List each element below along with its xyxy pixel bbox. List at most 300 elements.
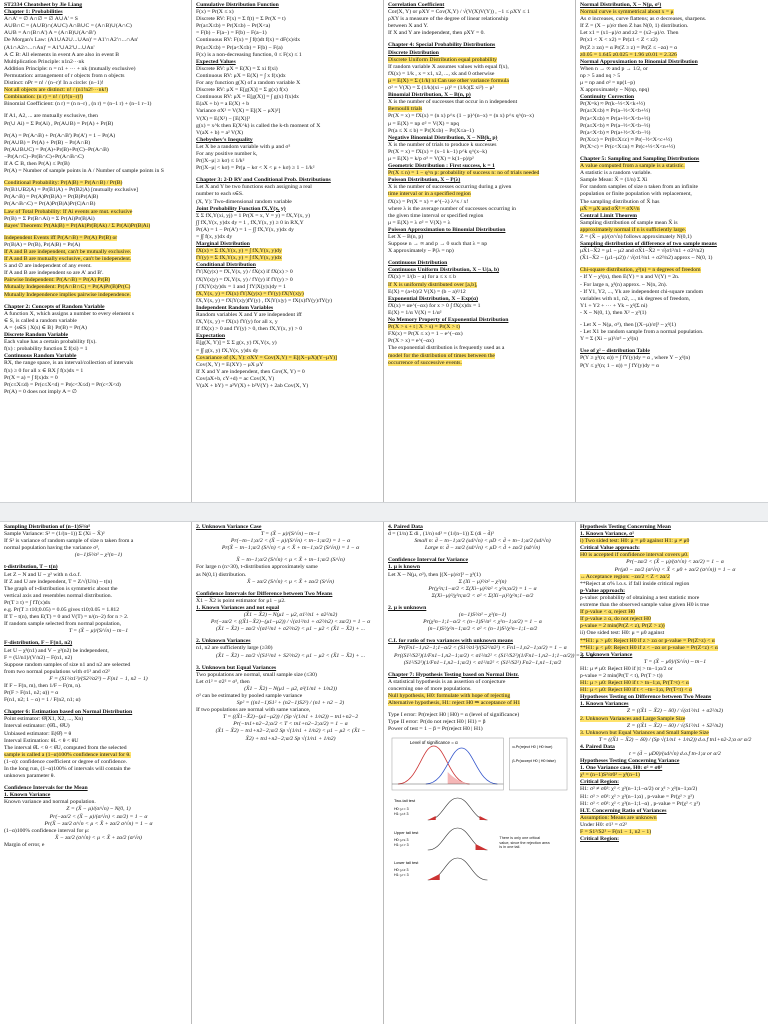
line-text: Expected Values — [196, 58, 236, 65]
line-text: ST2334 Cheatsheet by Jie Liang — [4, 2, 83, 8]
h-label-2: H0: μ ≤ 3 — [393, 838, 409, 843]
line-text: Binomial Coefficient: (n r) = (n n−r) , (n r) = (n−1 r) + (n−1 r−1) — [4, 101, 152, 108]
line-text: Pr(A) = Number of sample points in A / Number of sample points in S — [4, 168, 164, 175]
text-line — [4, 738, 187, 745]
line-text: 3. Unknown but Equal Variances — [196, 664, 277, 671]
line-text: If S² is variance of random sample of size n taken from a — [4, 538, 134, 545]
text-line — [4, 828, 187, 835]
line-text: concerning one of more populations. — [388, 685, 472, 692]
formula-line — [580, 708, 764, 715]
highlighted-text: Discrete Uniform Distribution equal probability — [388, 56, 497, 63]
text-line — [4, 669, 187, 676]
text-line — [388, 213, 571, 220]
section-heading — [196, 665, 379, 672]
line-text: Binomial Distribution, X ~ B(n, p) — [388, 92, 471, 99]
lower-tail-label: Lower tail test — [393, 860, 419, 866]
line-text: Pr(−tn1+n2−2;α/2 < T < tn1+n2−2;α/2) = 1 − α — [233, 721, 348, 728]
highlighted-text: H1: μ < μ0: Reject H0 if t < −tn−1;α, Pr(T<t) < α — [580, 687, 693, 694]
text-line — [4, 745, 187, 752]
formula-line — [4, 835, 187, 842]
line-text: 1. Known Variances — [580, 701, 629, 708]
line-text: fX,Y(x, y) = fX|Y(x|y)fY(y) , fX|Y(x|y) = fX(x)fY(y)/fY(y) — [196, 297, 333, 304]
text-line — [196, 376, 379, 383]
highlighted-text: i) Two sided test: H0: μ = μ0 against H1: μ ≠ μ0 — [580, 538, 690, 545]
line-text: Pr(A∪B) = Pr(A) + Pr(B) − Pr(A∩B) — [4, 139, 91, 146]
line-text: Pr(A∩B) = Pr(A)Pr(B|A) = Pr(B)Pr(A|B) — [4, 194, 99, 201]
line-text: A = {s∈S | X(s) ∈ B} Pr(B) = Pr(A) — [4, 324, 87, 331]
formula-line — [196, 686, 379, 693]
line-text: Addition Principle: n = n1 + ··· + nk (mutually exclusive) — [4, 65, 136, 72]
h-label-4: H0: μ ≥ 3 — [393, 868, 409, 873]
line-text: For any function g(X) of a random variable X — [196, 80, 301, 87]
page-1-column-4 — [576, 0, 768, 502]
formula-line — [4, 676, 187, 683]
text-line — [196, 123, 379, 130]
line-text: Chapter 2: Concepts of Random Variable — [4, 303, 105, 310]
line-text: Confidence Intervals for the Mean — [4, 785, 88, 792]
text-line — [388, 220, 571, 227]
line-text: Pr(T ≥ t) = ∫ fT(x)dx — [4, 599, 51, 606]
line-text: If Z and U are independent, T = Z/√(U/n) ~ t(n) — [4, 578, 113, 585]
line-text: Joint Probability Function fX,Y(x, y) — [196, 205, 286, 212]
text-line — [4, 752, 187, 759]
line-text: If A ⊂ B, then Pr(A) ≤ Pr(B) — [4, 160, 70, 167]
line-text: μ = E(X) = np σ² = V(X) = npq — [388, 120, 460, 127]
highlighted-text: A value computed from a sample is a statistic. — [580, 163, 685, 170]
highlighted-text: fX,Y(x, y) = fX(x) fY|X(y|x) = fY(y) fX|Y(x|y) — [196, 290, 304, 297]
line-text: μ = np and σ² = np(1−p) — [580, 80, 636, 87]
line-text: σ² = V(X) = Σ (1/k)(xi − μ)² = (1/k)(Σ xi²) − μ² — [388, 85, 495, 92]
line-text: Suppose random samples of size n1 and n2 are selected — [4, 661, 131, 668]
line-text: H.T. Concerning Ratio of Variances — [580, 807, 667, 814]
line-text: Large n: d̄ − zα/2 (sd/√n) < μD < d̄ + zα/2 (sd/√n) — [424, 545, 541, 552]
line-text: Discrete RV: F(x) = Σ f(t) = Σ Pr(X = t) — [196, 16, 286, 23]
line-text: the given time interval or specified region — [388, 212, 484, 219]
line-text: Pr(a<X≤b) ≈ Pr(a+½<X<b+½) — [580, 115, 651, 122]
text-line — [388, 289, 571, 296]
section-heading — [388, 50, 571, 57]
highlighted-text: z0.05 = 1.645 z0.025 = 1.96 z0.01 = 2.326 — [580, 51, 677, 58]
formula-line — [388, 586, 571, 593]
line-text: S and ∅ are independent of any event. — [4, 263, 92, 270]
line-text: ∫∫ fX,Y(x, y)dx dy = 1 , fX,Y(x, y) ≥ 0 in RX,Y — [196, 219, 304, 226]
text-line — [580, 581, 764, 588]
text-line — [580, 144, 764, 151]
line-text: Pr(X̄ − tn−1;α/2 (S/√n) < μ < X̄ + tn−1;α/2 (S/√n)) = 1 − α — [221, 545, 360, 552]
text-line — [580, 538, 764, 545]
line-text: μ = E(X) = λ σ² = V(X) = λ — [388, 219, 451, 226]
line-text: Use of χ² – distribution Table — [580, 348, 650, 355]
line-text: - Let X ~ N(μ, σ²), then [(X−μ)/σ]² ~ χ²(1) — [580, 322, 677, 329]
type1-label: α-Pr(reject H0 | H0 true) — [512, 745, 553, 750]
text-line — [388, 282, 571, 289]
formula-line — [4, 806, 187, 813]
line-text: X̄ − tn−1;α/2 (S/√n) < μ < X̄ + tn−1;α/2 (S/√n) — [236, 557, 345, 564]
line-text: Pr(B|A) = Pr(B), Pr(A|B) = Pr(A) — [4, 241, 81, 248]
line-text: from two normal populations with σ1² and σ2² — [4, 668, 110, 675]
section-heading — [388, 557, 571, 564]
text-line — [580, 37, 764, 44]
text-line — [196, 184, 379, 191]
line-text: For random samples of size n taken from an infinite — [580, 184, 698, 191]
text-line — [388, 113, 571, 120]
line-text: As σ increases, curve flattens; as σ decreases, sharpens. — [580, 16, 707, 23]
section-heading — [388, 135, 571, 142]
text-line — [196, 234, 379, 241]
line-text: H1: σ² > σ0²: χ² > χ²(n−1;α) , p-value = Pr(χ² > χ²) — [580, 793, 694, 800]
h-label-5: H1: μ < 3 — [393, 873, 409, 878]
text-line — [580, 673, 764, 680]
line-text: T = (X̄ − μ)/(S/√n) ~ tn−1 — [68, 628, 129, 635]
text-line — [388, 700, 571, 707]
highlighted-text: If A and B are independent, can't be mutually exclusive. — [4, 249, 132, 255]
text-line — [388, 572, 571, 579]
line-text: (S1²/S2²)(1/Fn1−1,n2−1;α/2) < σ1²/σ2² < (S1²/S2²) Fn2−1,n1−1;α/2 — [403, 659, 562, 666]
line-text: If two populations are normal with same variance, — [196, 707, 311, 714]
line-text: fX(x) = 1/k , x = x1, x2, ..., xk and 0 otherwise — [388, 70, 495, 77]
line-text: (X̄1 − X̄2) − zα/2 √(S1²/n1 + S2²/n2) < μ1 − μ2 < (X̄1 − X̄2) + ... — [215, 652, 366, 659]
text-line — [580, 227, 764, 234]
text-line — [580, 336, 764, 343]
upper-tail-label: Upper tail test — [393, 830, 419, 836]
line-text: Chapter 3: 2-D RV and Conditional Prob. Distributions — [196, 177, 331, 184]
line-text: number to each s∈S. — [196, 191, 244, 198]
text-line — [580, 255, 764, 262]
text-line — [196, 645, 379, 652]
text-line — [4, 147, 187, 154]
line-text: between X and Y. — [388, 23, 429, 30]
line-text: (X̄1−X̄2 − (μ1−μ2)) / √(σ1²/n1 + σ2²/n2) approx ~ N(0, 1) — [580, 255, 713, 262]
text-line — [196, 693, 379, 700]
h0-curve — [398, 746, 470, 784]
text-line — [4, 773, 187, 780]
section-heading — [388, 296, 571, 303]
section-heading — [388, 42, 571, 49]
note-box — [499, 836, 551, 876]
text-line — [580, 822, 764, 829]
highlighted-text: Normal curve is symmetrical about x = μ — [580, 9, 674, 16]
line-text: Point estimator: Θ̂(X1, X2, ..., Xn) — [4, 716, 84, 723]
line-text: Sp² = ((n1−1)S1² + (n2−1)S2²) / (n1 + n2 − 2) — [236, 700, 345, 707]
line-text: - If Y1, Y2, ..., Yk are independent chi-square random — [580, 288, 704, 295]
line-text: A∩A' = ∅ A∩∅ = ∅ A∪A' = S — [4, 16, 78, 23]
line-text: normal population having the variance σ², — [4, 545, 100, 552]
line-text: H1: μ ≠ μ0: Reject H0 if |t| > tn−1;α/2 or — [580, 665, 673, 672]
text-line — [4, 284, 187, 291]
highlighted-text: Null hypothesis, H0: formulate with hope of rejecting — [388, 692, 511, 699]
text-line — [196, 277, 379, 284]
highlighted-text: approximately normal if n is sufficiently large. — [580, 226, 687, 233]
line-text: 1. One Variance case, H0: σ² = σ0² — [580, 765, 663, 772]
line-text: 2. Unknown Variances — [196, 638, 251, 645]
line-text: Z = (X̄ − μ)/(σ/√n) ~ N(0, 1) — [66, 806, 131, 813]
line-text: Σ(Xi−μ)²/χ²n;α/2 < σ² < Σ(Xi−μ)²/χ²n;1−α/2 — [431, 592, 534, 599]
text-line — [580, 123, 764, 130]
page-2-column-1 — [0, 522, 192, 1024]
line-text: Let σ1² = σ2² = σ², then — [196, 678, 250, 685]
line-text: Sampling Distribution of (n−1)S²/σ² — [4, 524, 91, 530]
formula-line — [580, 659, 764, 666]
line-text: V(aX + b) = a² V(X) — [196, 129, 244, 136]
line-text: Pr(μ0 − zα/2 (σ/√n) < X̄ < μ0 + zα/2 (σ/√n)) = 1 − α — [614, 566, 736, 573]
line-text: e.g. Pr(T ≥ t10;0.05) = 0.05 gives t10;0.05 = 1.812 — [4, 607, 120, 614]
text-line — [388, 310, 571, 317]
cheatsheet-page-2 — [0, 522, 768, 1024]
line-text: V(X) = E(X²) − [E(X)]² — [196, 115, 251, 122]
highlighted-text: occurrence of successive events. — [388, 359, 462, 366]
line-text: Chapter 5: Sampling and Sampling Distributions — [580, 155, 700, 162]
line-text: Continuous RV: F(x) = ∫ f(t)dt f(x) = dF(x)/dx — [196, 37, 301, 44]
line-text: extreme than the observed sample value given H0 is true — [580, 602, 710, 609]
section-heading — [580, 588, 764, 595]
line-text: variables with n1, n2, ..., nk degrees of freedom, — [580, 295, 691, 302]
text-line — [4, 766, 187, 773]
text-line — [4, 223, 187, 230]
line-text: H1: σ² < σ0²: χ² < χ²(n−1;1−α) , p-value = Pr(χ² < χ²) — [580, 800, 700, 807]
text-line — [388, 679, 571, 686]
text-line — [580, 716, 764, 723]
formula-line — [580, 559, 764, 566]
line-text: - For large n, χ²(n) approx. ~ N(n, 2n). — [580, 281, 668, 288]
line-text: ∫ fX|Y(x|y)dx = 1 and ∫ fY|X(y|x)dy = 1 — [196, 283, 286, 290]
line-text: Sample Mean: X̄ = (1/n) Σ Xi — [580, 177, 648, 184]
line-text: Discrete RV: μX = E[g(X)] = Σ g(x) f(x) — [196, 87, 288, 94]
formula-line — [388, 660, 571, 667]
line-text: fX(x) = 1/(b − a) for a ≤ x ≤ b — [388, 274, 456, 281]
text-line — [196, 298, 379, 305]
line-text: Z = ((X̄1 − X̄2) − δ0) / √(S1²/n1 + S2²/n2) — [626, 722, 724, 729]
line-text: t = (d̄ − μD0)/(sd/√n) d.o.f tn-1;α or α/2 — [629, 751, 721, 757]
line-text: Pr(X≤c) = Pr(0≤X≤c) ≈ Pr(−½<X<c+½) — [580, 136, 673, 143]
text-line — [580, 73, 764, 80]
text-line — [388, 78, 571, 85]
section-heading — [388, 605, 571, 612]
text-line — [4, 360, 187, 367]
text-line — [580, 574, 764, 581]
text-line — [196, 291, 379, 298]
highlighted-text: If p-value ≥ α, do not reject H0 — [580, 616, 651, 623]
line-text: A statistical hypothesis is an assertion of conjecture — [388, 678, 506, 685]
line-text: Pr(X = x) = fX(x) = (x−1 k−1) p^k q^(x−k) — [388, 148, 487, 155]
line-text: 1. Known Variance — [4, 792, 51, 799]
line-text: De Morgan's Law: (A1∪A2∪...∪An)' = A1'∩A2'∩...∩An' — [4, 37, 139, 44]
line-text: Pr(−zα/2 < ((X̄1−X̄2)−(μ1−μ2)) / √(σ1²/n1 + σ2²/n2) < zα/2) = 1 − α — [210, 619, 371, 626]
text-line — [580, 829, 764, 836]
highlighted-text: Bayes' Theorem: Pr(Ak|B) = Pr(Ak)Pr(B|Ak) / Σ Pr(Ai)Pr(B|Ai) — [4, 222, 151, 229]
line-text: Interval Estimation: θL < θ < θU — [4, 737, 79, 744]
text-line — [580, 108, 764, 115]
line-text: Confidence Intervals for Difference between Two Means — [196, 590, 333, 597]
text-line — [388, 274, 571, 281]
line-text: Pr(B) = Σ Pr(B∩Ai) = Σ Pr(Ai)Pr(B|Ai) — [4, 215, 95, 222]
highlighted-text: p-value = 2 min(Pr(Z < z), Pr(Z > z)) — [580, 623, 665, 630]
line-text: - Let X1 be random sample from a normal population. — [580, 329, 704, 336]
line-text: Σ (Xi − μ)²/σ² ~ χ²(n) — [458, 578, 507, 585]
text-line — [196, 269, 379, 276]
text-line — [196, 564, 379, 571]
text-line — [4, 133, 187, 140]
line-text: RX, the range space, is an interval/collection of intervals — [4, 360, 134, 367]
line-text: In the long run, (1−α)100% of intervals will contain the — [4, 766, 131, 772]
text-line — [580, 730, 764, 737]
line-text: Continuous Distribution — [388, 260, 448, 267]
line-text: μ = E(X) = k/p σ² = V(X) = k(1−p)/p² — [388, 155, 474, 162]
text-line — [580, 234, 764, 241]
text-line — [388, 71, 571, 78]
line-text: X is the number of trials to produce k successes — [388, 141, 497, 148]
text-line — [580, 595, 764, 602]
text-line — [580, 163, 764, 170]
line-text: Pr(|X−μ| < kσ) = Pr(μ − kσ < X < μ + kσ) ≥ 1 − 1/k² — [196, 165, 315, 172]
h1-curve — [426, 748, 498, 784]
line-text: Discrete Random Variable — [4, 332, 69, 339]
line-text: d̄ = (1/n) Σ di , (1/n) sd² = (1/(n−1)) Σ (di − d̄)² — [388, 531, 494, 538]
text-line — [388, 360, 571, 367]
line-text: unknown parameter θ. — [4, 773, 55, 780]
page-2-column-2 — [192, 522, 384, 1024]
formula-line — [388, 652, 594, 660]
line-text: fX(x) = Pr(X = x) = e^(−λ) λ^x / x! — [388, 198, 469, 205]
h-label-1: H1: μ ≠ 3 — [393, 812, 409, 817]
line-text: If X and Y are independent, then Cov(X, Y) = 0 — [196, 368, 305, 375]
section-heading — [580, 808, 764, 815]
text-line — [4, 586, 187, 593]
text-line — [4, 382, 187, 389]
formula-line — [388, 626, 571, 633]
formula-line — [4, 814, 187, 821]
line-text: X approximately ~ P(λ = np) — [388, 248, 454, 255]
line-text: Pr(B1∪B2|A) = Pr(B1|A) + Pr(B2|A) [mutually exclusive] — [4, 187, 139, 194]
text-line — [196, 52, 379, 59]
line-text: Pr(χ²n−1;1−α/2 < (n−1)S²/σ² < χ²n−1;α/2) = 1 − α — [423, 619, 542, 626]
text-line — [4, 731, 187, 738]
line-text: F-distribution, F ~ F(n1, n2) — [4, 640, 73, 647]
text-line — [4, 648, 187, 655]
text-line — [388, 693, 571, 700]
text-line — [580, 630, 764, 637]
line-text: F = (S1²/σ1²)/(S2²/σ2²) ~ F(n1 − 1, n2 − 1) — [49, 675, 148, 682]
line-text: Pr(A) = 0 does not imply A = ∅ — [4, 388, 77, 395]
text-line — [580, 355, 764, 362]
line-text: If fX(x) > 0 and fY(y) > 0, then fX,Y(x, y) > 0 — [196, 326, 303, 333]
line-text: = ∫∫ g(x, y) fX,Y(x, y)dx dy — [196, 347, 259, 354]
line-text: - X ~ N(0, 1), then X² ~ χ²(1) — [580, 309, 647, 316]
text-line — [388, 234, 571, 241]
line-text: np > 5 and nq > 5 — [580, 72, 621, 79]
highlighted-text: ↔Acceptance region: −zα/2 < Z < zα/2 — [580, 573, 670, 580]
text-line — [580, 45, 764, 52]
two-tail-curve — [428, 798, 488, 820]
text-line — [580, 786, 764, 793]
line-text: Hypotheses Testing Concerning Variance — [580, 758, 680, 765]
highlighted-text: Mutually Independence implies pairwise independence. — [4, 291, 131, 298]
text-line — [388, 128, 571, 135]
formula-line — [196, 736, 379, 743]
line-text: A∪B = A∩(B∩A') A = (A∩B)∪(A∩B') — [4, 30, 96, 37]
text-line — [580, 282, 764, 289]
line-text: Pr(F > F(n1, n2; α)) = α — [4, 690, 59, 697]
line-text: Continuous Uniform Distribution, X ~ U(a, b) — [388, 267, 500, 274]
rejection-shade — [448, 772, 470, 784]
line-text: Each value has a certain probability f(x). — [4, 339, 97, 346]
line-text: Normal Distribution, X ~ N(μ, σ²) — [580, 2, 662, 8]
text-line — [4, 579, 187, 586]
text-line — [4, 655, 187, 662]
formula-line — [196, 626, 379, 633]
text-line — [4, 318, 187, 325]
text-line — [580, 645, 764, 652]
page-1-columns — [0, 0, 768, 502]
line-text: Multiplication Principle: n1n2···nk — [4, 58, 85, 65]
text-line — [388, 149, 571, 156]
text-line — [196, 340, 379, 347]
line-text: (X̄1 − X̄2) ~ N(μ1 − μ2, σ²(1/n1 + 1/n2)) — [244, 685, 337, 692]
line-text: X̄2) + tn1+n2−2;α/2 Sp √(1/n1 + 1/n2) — [245, 735, 336, 742]
text-line — [4, 538, 187, 545]
text-line — [388, 121, 571, 128]
line-text: T = (X̄ − μ)/(S/√n) ~ tn−1 — [260, 531, 321, 538]
text-line — [4, 242, 187, 249]
line-text: p-Value approach: — [580, 587, 626, 594]
text-line — [580, 303, 764, 310]
two-tail-left-shade — [428, 816, 436, 820]
line-text: Sampling distribution of sample mean X̄ is — [580, 219, 678, 226]
text-line — [388, 57, 571, 64]
line-text: Distinct: nPr = n! / (n−r)! In a circle: (n−1)! — [4, 80, 104, 87]
line-text: P(Y ≥ χ²(n; α)) = ∫ fY(y)dy = α , where Y ~ χ²(n) — [580, 355, 691, 362]
line-text: Cov(aX+b, cY+d) = ac Cov(X, Y) — [196, 375, 275, 382]
text-line — [580, 220, 764, 227]
section-heading — [580, 156, 764, 163]
text-line — [196, 199, 379, 206]
line-text: Chebyshev's Inequality — [196, 136, 253, 143]
text-line — [388, 30, 571, 37]
text-line — [196, 369, 379, 376]
line-text: Pr(a≤X<b) ≈ Pr(a−½<X<b−½) — [580, 122, 651, 129]
section-heading — [4, 792, 187, 799]
line-text: Type I error: Pr(reject H0 | H0) = α (level of significance) — [388, 712, 520, 719]
line-text: Power of test = 1 − β = Pr(reject H0 | H1) — [388, 726, 483, 733]
text-line — [196, 255, 379, 262]
formula-line — [196, 653, 379, 660]
text-line — [580, 66, 764, 73]
line-text: If A and B are independent so are A' and B'. — [4, 270, 104, 277]
line-text: For any positive number k, — [196, 150, 258, 157]
highlighted-text: 2. Unknown Variances and Large Sample Size — [580, 715, 686, 722]
line-text: Pr(a≤X≤b) = Pr(X≤b) − Pr(X<a) — [196, 23, 271, 30]
line-text: (n−1)S²/σ² ~ χ²(n−1) — [74, 552, 123, 559]
text-line — [196, 191, 379, 198]
line-text: (X̄1 − X̄2) − tn1+n2−2;α/2 Sp √(1/n1 + 1/n2) < μ1 − μ2 < (X̄1 − — [215, 728, 366, 735]
text-line — [580, 199, 764, 206]
line-text: X is the number of successes occurring during a given — [388, 184, 512, 191]
cheatsheet-page-1 — [0, 0, 768, 502]
line-text: A statistic is a random variable. — [580, 170, 652, 177]
highlighted-text: Bernoulli trials — [388, 106, 423, 113]
text-line — [388, 156, 571, 163]
line-text: Exponential Distribution, X ~ Exp(α) — [388, 295, 479, 302]
line-text: Pr(X = x) = fX(x) = (n x) p^x (1 − p)^(n−x) = (n x) p^x q^(n−x) — [388, 113, 534, 120]
line-text: Let X be a random variable with μ and σ² — [196, 143, 291, 150]
line-text: Let X ~ N(μ, σ²), then [(X−μ)/σ]² ~ χ²(1) — [388, 571, 481, 578]
note-text: There is only one critical value, since the rejection area is in one tail. — [499, 836, 550, 850]
line-text: Pr(a ≤ X ≤ b) = Pr(X≤b) − Pr(X≤a−1) — [388, 127, 474, 134]
text-line — [196, 362, 379, 369]
text-line — [196, 679, 379, 686]
line-text: Marginal Distribution — [196, 241, 250, 248]
line-text: Small n: d̄ − tn−1;α/2 (sd/√n) < μD < d̄ + tn−1;α/2 (sd/√n) — [414, 538, 551, 545]
line-text: Chapter 6: Estimation based on Normal Distribution — [4, 709, 133, 716]
